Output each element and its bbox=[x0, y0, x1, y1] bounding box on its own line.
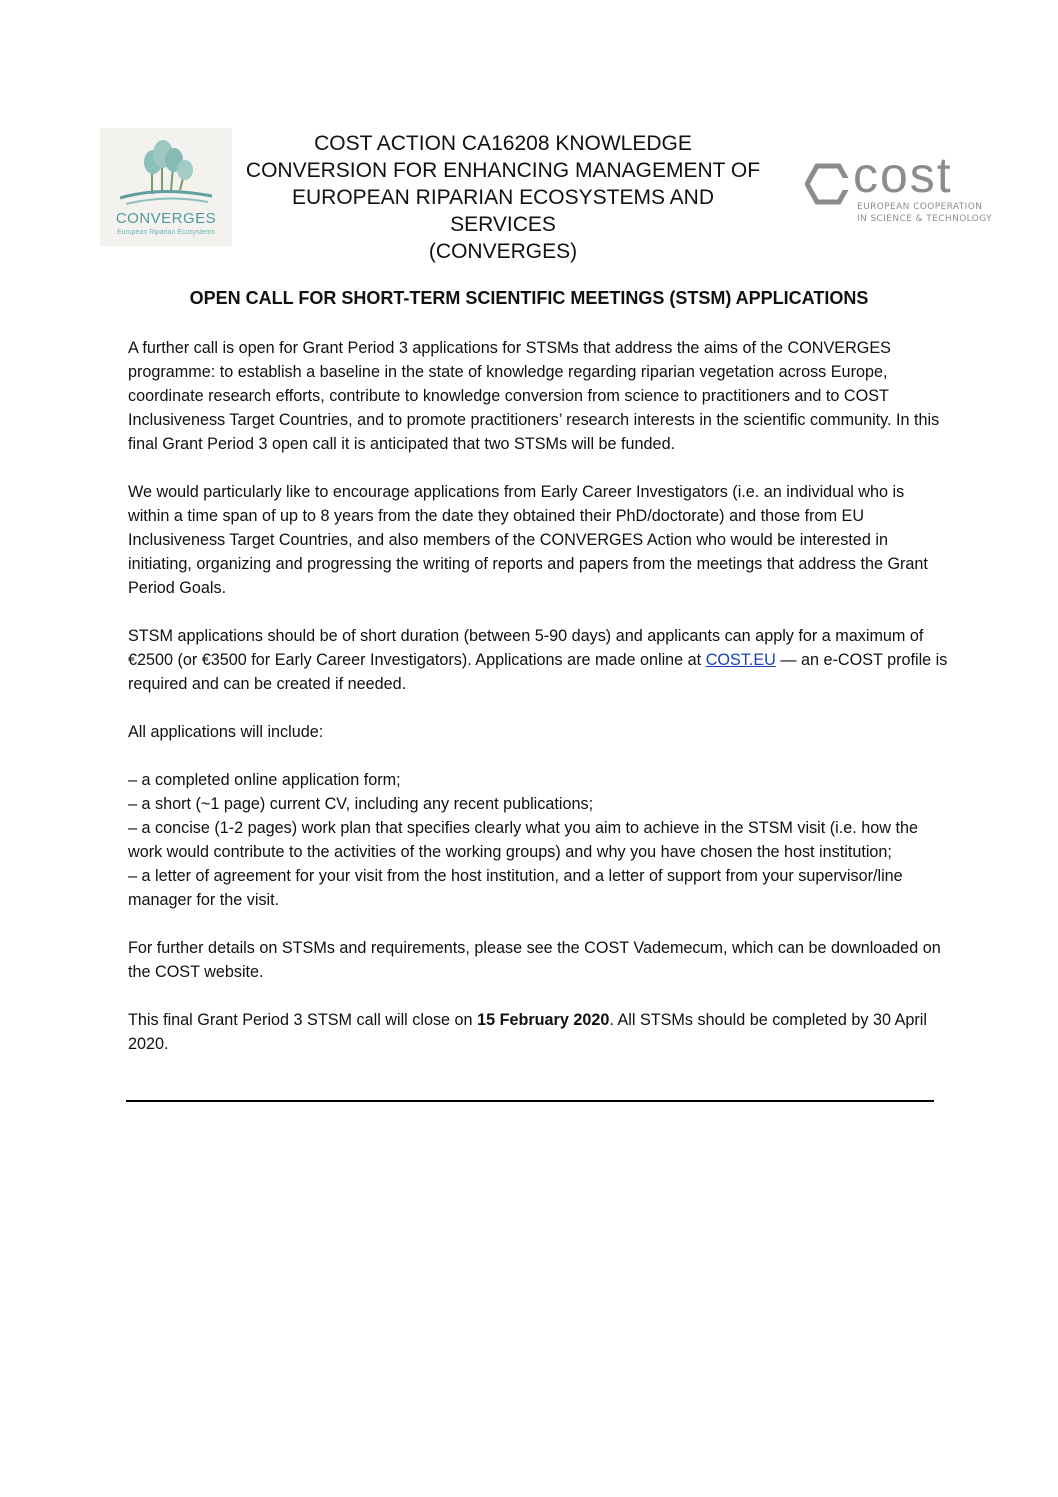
list-item: – a letter of agreement for your visit from the host institution, and a letter of support from your supervisor/line manager for the visit. bbox=[128, 867, 903, 909]
page-title bbox=[238, 130, 768, 265]
title-line: COST ACTION CA16208 KNOWLEDGE bbox=[314, 132, 692, 155]
cost-eu-link[interactable]: COST.EU bbox=[705, 651, 776, 669]
title-line: (CONVERGES) bbox=[428, 240, 578, 263]
paragraph-intro: A further call is open for Grant Period 3 applications for STSMs that address the aims of the CONVERGES programme: to establish a baseline in the state of knowledge regarding riparian vegetation across Europe, coordinate research efforts, contribute to knowledge conversion from science to practitioners and to COST Inclusiveness Target Countries, and to promote practitioners’ research interests in the scientific community. In this final Grant Period 3 open call it is anticipated that two STSMs will be funded. bbox=[128, 339, 940, 453]
cost-subtitle-line2: IN SCIENCE & TECHNOLOGY bbox=[857, 214, 993, 224]
logo-brand-text: CONVERGES bbox=[115, 210, 217, 227]
cost-subtitle-line1: EUROPEAN COOPERATION bbox=[857, 202, 983, 212]
title-line: EUROPEAN RIPARIAN ECOSYSTEMS AND SERVICES bbox=[291, 186, 715, 236]
cost-logo bbox=[805, 147, 1000, 230]
deadline-text: This final Grant Period 3 STSM call will close on bbox=[128, 1011, 478, 1029]
deadline-text-end: . All STSMs should be completed by 30 April 2020. bbox=[128, 1011, 927, 1053]
logo-tagline: European Riparian Ecosystems bbox=[116, 229, 216, 236]
duration-text: STSM applications should be of short duration (between 5-90 days) and applicants can apply for a maximum of €2500 (or €3500 for Early Career Investigators). Applications are made online at bbox=[128, 627, 924, 669]
deadline-date: 15 February 2020 bbox=[477, 1011, 610, 1029]
cost-wordmark: cost bbox=[853, 147, 953, 203]
paragraph-vademecum: For further details on STSMs and requirements, please see the COST Vademecum, which can be downloaded on the COST website. bbox=[128, 939, 941, 981]
converges-logo bbox=[100, 128, 232, 246]
title-line: CONVERSION FOR ENHANCING MANAGEMENT OF bbox=[245, 159, 761, 182]
paragraph-encouragement: We would particularly like to encourage applications from Early Career Investigators (i.e. an individual who is within a time span of up to 8 years from the date they obtained their PhD/doctorate) and those from EU Inclusiveness Target Countries, and also members of the CONVERGES Action who would be interested in initiating, organizing and progressing the writing of reports and papers from the meetings that address the Grant Period Goals. bbox=[128, 483, 928, 597]
requirements-list bbox=[128, 768, 948, 912]
paragraph-duration bbox=[128, 624, 948, 696]
bottom-rule bbox=[126, 1100, 934, 1102]
hexagon-icon bbox=[805, 162, 851, 206]
list-item: – a concise (1-2 pages) work plan that specifies clearly what you aim to achieve in the STSM visit (i.e. how the work would contribute to the activities of the working groups) and why you have chosen the host institution; bbox=[128, 819, 918, 861]
list-item: – a short (~1 page) current CV, including any recent publications; bbox=[128, 795, 594, 813]
paragraph-deadline bbox=[128, 1008, 948, 1056]
list-item: – a completed online application form; bbox=[128, 771, 401, 789]
call-body bbox=[128, 336, 948, 1056]
call-heading: OPEN CALL FOR SHORT-TERM SCIENTIFIC MEETINGS (STSM) APPLICATIONS bbox=[189, 288, 869, 308]
paragraph-list-intro: All applications will include: bbox=[128, 723, 324, 741]
duration-text-end: — an e-COST profile is required and can be created if needed. bbox=[128, 651, 948, 693]
